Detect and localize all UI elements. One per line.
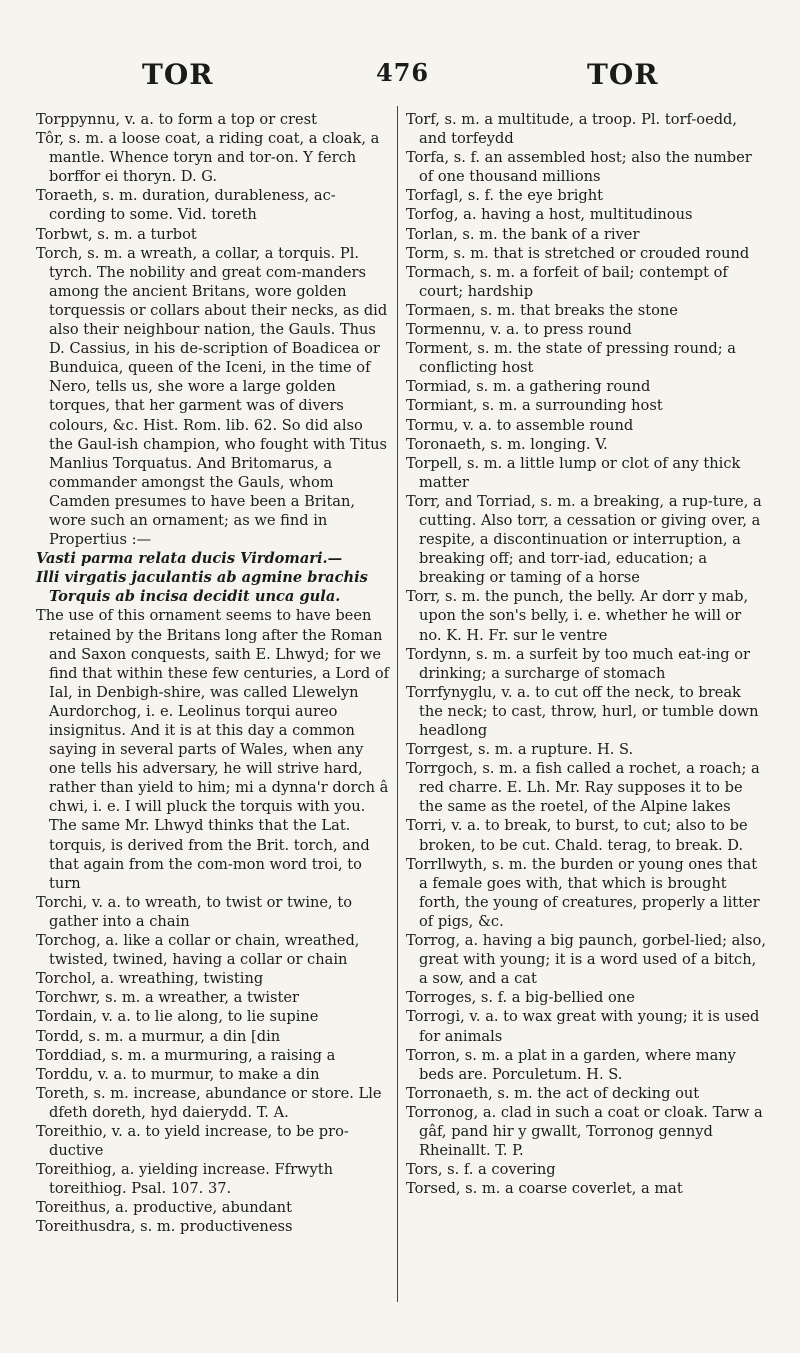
page-number: 476 bbox=[376, 58, 430, 87]
entry-toreithiog: Toreithiog, a. yielding increase. Ffrwyth toreithiog. Psal. 107. 37. bbox=[36, 1161, 334, 1198]
entry-tordain: Tordain, v. a. to lie along, to lie supine bbox=[36, 1008, 319, 1026]
entry-torroges: Torroges, s. f. a big-bellied one bbox=[406, 989, 635, 1007]
entry-tormiad: Tormiad, s. m. a gathering round bbox=[406, 378, 651, 396]
entry-tormiant: Tormiant, s. m. a surrounding host bbox=[406, 397, 663, 415]
entry-torf: Torf, s. m. a multitude, a troop. Pl. torf-oedd, and torfeydd bbox=[406, 111, 738, 148]
entry-torchi: Torchi, v. a. to wreath, to twist or twine, to gather into a chain bbox=[36, 893, 352, 930]
entry-tordynn: Tordynn, s. m. a surfeit by too much eat-ing or drinking; a surcharge of stomach bbox=[406, 645, 751, 682]
entry-toronaeth: Toronaeth, s. m. longing. V. bbox=[406, 435, 608, 453]
entry-torment: Torment, s. m. the state of pressing round; a conflicting host bbox=[406, 340, 736, 377]
entry-tormennu: Tormennu, v. a. to press round bbox=[406, 321, 632, 339]
entry-torron: Torron, s. m. a plat in a garden, where many beds are. Porculetum. H. S. bbox=[406, 1046, 736, 1083]
entry-torrllwyth: Torrllwyth, s. m. the burden or young ones that a female goes with, that which is brought forth, the young of creatures, properly a litter of pigs, &c. bbox=[406, 855, 760, 930]
entry-torronaeth: Torronaeth, s. m. the act of decking out bbox=[406, 1084, 700, 1102]
entry-toreithusdra: Toreithusdra, s. m. productiveness bbox=[36, 1218, 293, 1236]
entry-torppynnu: Torppynnu, v. a. to form a top or crest bbox=[36, 111, 317, 128]
entry-torchog: Torchog, a. like a collar or chain, wreathed, twisted, twined, having a collar or chain bbox=[36, 932, 360, 969]
running-header bbox=[0, 58, 800, 98]
entry-torfog: Torfog, a. having a host, multitudinous bbox=[406, 206, 693, 224]
entry-tors: Tors, s. f. a covering bbox=[406, 1161, 556, 1179]
column-divider bbox=[397, 106, 398, 1302]
entry-torch-continued: The use of this ornament seems to have been retained by the Britans long after the Roman and Saxon conquests, saith E. Lhwyd; for we find that within these few centuries, a Lord of Ial, in Denbigh-shire, was called Llewelyn Aurdorchog, i. e. Leolinus torqui aureo insignitus. And it is at this day a common saying in several parts of Wales, when any one tells his adversary, he will strive hard, rather than yield to him; mi a dynna'r dorch â chwi, i. e. I will pluck the torquis with you. The same Mr. Lhwyd thinks that the Lat. torquis, is derived from the Brit. torch, and that again from the com-mon word troi, to turn bbox=[36, 607, 390, 892]
entry-torlan: Torlan, s. m. the bank of a river bbox=[406, 225, 640, 243]
entry-torrog: Torrog, a. having a big paunch, gorbel-lied; also, great with young; it is a word used of a bitch, a sow, and a cat bbox=[406, 932, 766, 988]
entry-tormu: Tormu, v. a. to assemble round bbox=[406, 416, 634, 434]
entry-torri: Torri, v. a. to break, to burst, to cut; also to be broken, to be cut. Chald. terag, to break. D. bbox=[406, 817, 748, 854]
entry-tormaen: Tormaen, s. m. that breaks the stone bbox=[406, 301, 678, 319]
entry-tormach: Tormach, s. m. a forfeit of bail; contempt of court; hardship bbox=[406, 263, 728, 300]
entry-torch: Torch, s. m. a wreath, a collar, a torquis. Pl. tyrch. The nobility and great com-manders among the ancient Britans, wore golden torquessis or collars about their necks, as did also their neighbour nation, the Gauls. Thus D. Cassius, in his de-scription of Boadicea or Bunduica, queen of the Iceni, in the time of Nero, tells us, she wore a large golden torques, that her garment was of divers colours, &c. Hist. Rom. lib. 62. So did also the Gaul-ish champion, who fought with Titus Manlius Torquatus. And Britomarus, a commander amongst the Gauls, whom Camden presumes to have been a Britan, wore such an ornament; as we find in Propertius :— bbox=[36, 244, 388, 549]
entry-tor: Tôr, s. m. a loose coat, a riding coat, a cloak, a mantle. Whence toryn and tor-on. Y ferch borffor ei thoryn. D. G. bbox=[36, 130, 380, 186]
entry-toreth: Toreth, s. m. increase, abundance or store. Lle dfeth doreth, hyd daierydd. T. A. bbox=[36, 1084, 382, 1121]
entry-torfa: Torfa, s. f. an assembled host; also the number of one thousand millions bbox=[406, 149, 752, 186]
entry-torchol: Torchol, a. wreathing, twisting bbox=[36, 970, 264, 988]
entry-toreithio: Toreithio, v. a. to yield increase, to be pro-ductive bbox=[36, 1122, 349, 1160]
entry-torfagl: Torfagl, s. f. the eye bright bbox=[406, 187, 603, 205]
entry-torchwr: Torchwr, s. m. a wreather, a twister bbox=[36, 989, 299, 1007]
entry-torronog: Torronog, a. clad in such a coat or cloak. Tarw a gâf, pand hir y gwallt, Torronog gennyd Rheinallt. T. P. bbox=[406, 1103, 763, 1160]
entry-torm: Torm, s. m. that is stretched or crouded round bbox=[406, 244, 750, 262]
entry-torr-belly: Torr, s. m. the punch, the belly. Ar dorr y mab, upon the son's belly, i. e. whether he will or no. K. H. Fr. sur le ventre bbox=[406, 588, 749, 644]
entry-torddu: Torddu, v. a. to murmur, to make a din bbox=[36, 1065, 320, 1083]
entry-torrogi: Torrogi, v. a. to wax great with young; it is used for animals bbox=[406, 1008, 760, 1045]
header-left-guideword: TOR bbox=[142, 58, 214, 91]
quote-line-1: Vasti parma relata ducis Virdomari.— bbox=[36, 550, 343, 568]
entry-torrfynyglu: Torrfynyglu, v. a. to cut off the neck, to break the neck; to cast, throw, hurl, or tumble down headlong bbox=[406, 683, 759, 739]
entry-torpell: Torpell, s. m. a little lump or clot of any thick matter bbox=[406, 454, 741, 491]
entry-toreithus: Toreithus, a. productive, abundant bbox=[36, 1199, 292, 1217]
left-column bbox=[36, 110, 391, 1237]
quote-line-2: Illi virgatis jaculantis ab agmine brachis Torquis ab incisa decidit unca gula. bbox=[36, 569, 368, 606]
entry-toraeth: Toraeth, s. m. duration, durableness, ac-cording to some. Vid. toreth bbox=[36, 187, 336, 224]
entry-torbwt: Torbwt, s. m. a turbot bbox=[36, 225, 197, 243]
entry-torr-torriad: Torr, and Torriad, s. m. a breaking, a rup-ture, a cutting. Also torr, a cessation or giving over, a respite, a discontinuation or interruption, a breaking off; and torr-iad, education; a breaking or taming of a horse bbox=[406, 492, 762, 587]
entry-torsed: Torsed, s. m. a coarse coverlet, a mat bbox=[406, 1180, 683, 1198]
entry-torddiad: Torddiad, s. m. a murmuring, a raising a bbox=[36, 1046, 336, 1064]
entry-torrgoch: Torrgoch, s. m. a fish called a rochet, a roach; a red charre. E. Lh. Mr. Ray supposes it to be the same as the roetel, of the Alpine lakes bbox=[406, 760, 760, 816]
right-column bbox=[406, 110, 768, 1198]
entry-tordd: Tordd, s. m. a murmur, a din [din bbox=[36, 1027, 281, 1045]
header-right-guideword: TOR bbox=[587, 58, 659, 91]
entry-torrgest: Torrgest, s. m. a rupture. H. S. bbox=[406, 741, 634, 759]
